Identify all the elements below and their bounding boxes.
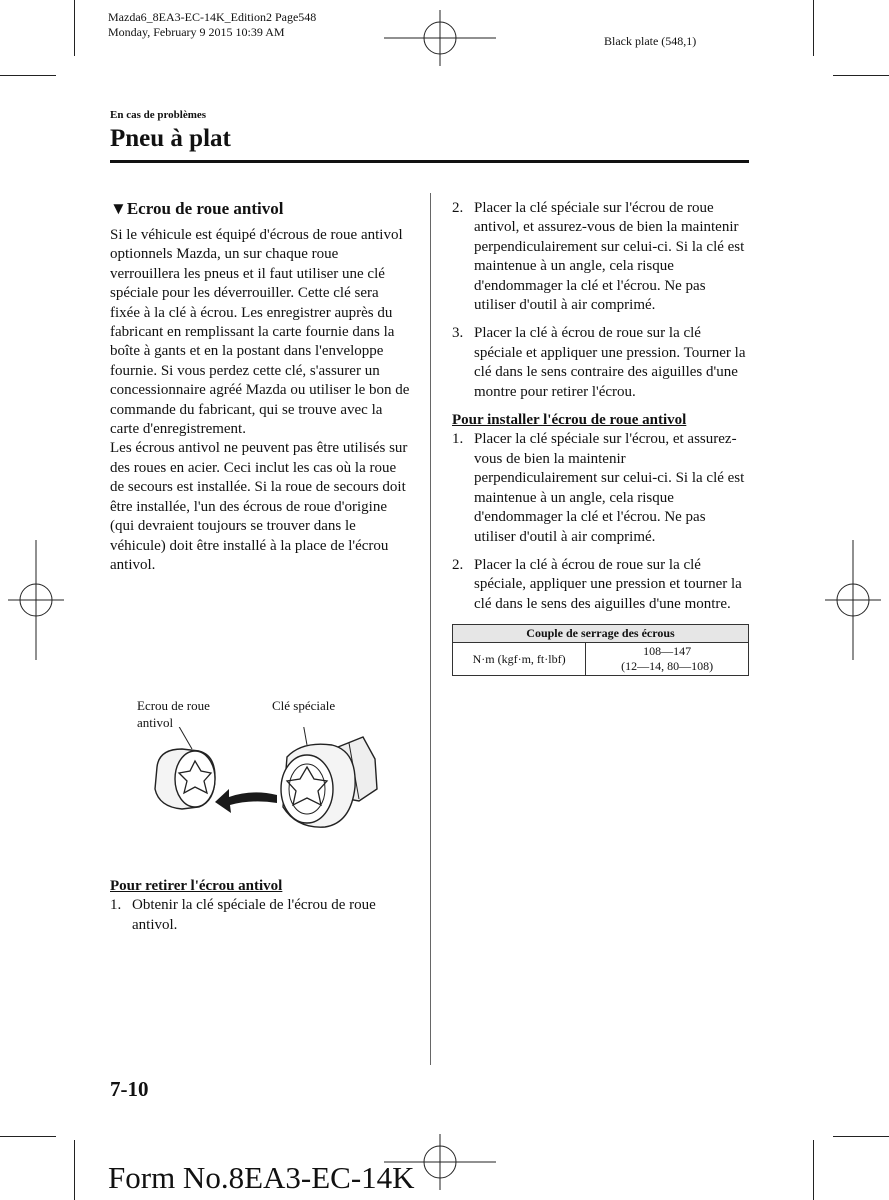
crop-mark-bottom-right-h — [833, 1136, 889, 1137]
crop-mark-top-right-h — [833, 75, 889, 76]
install-heading: Pour installer l'écrou de roue antivol — [452, 412, 687, 429]
left-column — [110, 198, 410, 575]
triangle-down-icon: ▼ — [110, 199, 127, 218]
column-divider — [430, 193, 431, 1065]
figure-label-key: Clé spéciale — [272, 698, 336, 713]
list-item: 1. Obtenir la clé spéciale de l'écrou de roue antivol. — [110, 897, 376, 933]
print-plate: Black plate (548,1) — [604, 34, 697, 48]
registration-mark-left — [8, 540, 64, 660]
crop-mark-top-left-v — [74, 0, 75, 56]
figure-lock-nut-key — [137, 697, 397, 837]
list-item: 3. Placer la clé à écrou de roue sur la clé spéciale et appliquer une pression. Tourner la clé dans le sens contraire des aiguilles d'une montre pour retirer l'écrou. — [452, 325, 746, 400]
chapter-label: En cas de problèmes — [110, 109, 207, 121]
crop-mark-top-left-h — [0, 75, 56, 76]
remove-steps-list — [110, 896, 410, 935]
print-date-line: Monday, February 9 2015 10:39 AM — [108, 25, 285, 39]
crop-mark-bottom-left-v — [74, 1140, 75, 1200]
registration-mark-top — [384, 10, 496, 66]
list-item: 2. Placer la clé spéciale sur l'écrou de roue antivol, et assurez-vous de bien la maintenir perpendiculairement sur celui-ci. Si la clé est maintenue à un angle, cela risque d'endommager la clé et l'écrou. Ne pas utiliser d'outil à air comprimé. — [452, 200, 745, 314]
torque-table — [452, 624, 749, 676]
print-file-line: Mazda6_8EA3-EC-14K_Edition2 Page548 — [108, 10, 317, 24]
remove-procedure — [110, 877, 410, 944]
remove-heading: Pour retirer l'écrou antivol — [110, 878, 283, 894]
paragraph-intro: Si le véhicule est équipé d'écrous de roue antivol optionnels Mazda, un sur chaque roue verrouillera les pneus et il faut utiliser une clé spéciale pour les déverrouiller. Cette clé sera fixée à la clé à écrou. Les enregistrer auprès du fabricant en remplissant la carte fournie dans la boîte à gants et en la postant dans l'enveloppe fournie. Si vous perdez cette clé, s'assurer un concessionnaire agréé Mazda ou utiliser le bon de commande du fabricant, qui se trouve avec la carte d'enregistrement. — [110, 227, 410, 438]
print-header — [108, 10, 316, 40]
torque-table-header: Couple de serrage des écrous — [453, 625, 749, 643]
section-heading-text: Ecrou de roue antivol — [126, 199, 284, 218]
figure-label-nut: Ecrou de roue antivol — [137, 698, 210, 730]
lock-nut-illustration — [137, 727, 397, 837]
list-item: 2. Placer la clé à écrou de roue sur la clé spéciale, appliquer une pression et tourner la clé dans le sens des aiguilles d'une montre. — [452, 556, 742, 612]
form-number: Form No.8EA3-EC-14K — [108, 1160, 415, 1195]
registration-mark-right — [825, 540, 881, 660]
page-title: Pneu à plat — [110, 125, 231, 152]
crop-mark-bottom-right-v — [813, 1140, 814, 1200]
section-heading — [110, 198, 410, 220]
install-steps-list — [452, 430, 749, 614]
torque-unit-cell: N·m (kgf·m, ft·lbf) — [453, 643, 586, 676]
list-item: 1. Placer la clé spéciale sur l'écrou, et assurez-vous de bien la maintenir perpendiculairement sur celui-ci. Si la clé est maintenue à un angle, cela risque d'endommager la clé et l'écrou. Ne pas utiliser d'outil à air comprimé. — [452, 431, 745, 545]
right-column — [452, 199, 749, 676]
torque-value-cell: 108—147 (12—14, 80—108) — [586, 643, 749, 676]
paragraph-steel-wheels: Les écrous antivol ne peuvent pas être utilisés sur des roues en acier. Ceci inclut les cas où la roue de secours est installée. Si la roue de secours doit être installée, l'un des écrous de roue d'origine (qui devraient toujours se trouver dans le véhicule) doit être installé à la place de l'écrou antivol. — [110, 440, 408, 573]
page-number: 7-10 — [110, 1077, 149, 1101]
crop-mark-bottom-left-h — [0, 1136, 56, 1137]
title-rule — [110, 160, 749, 163]
remove-steps-continued — [452, 199, 749, 402]
crop-mark-top-right-v — [813, 0, 814, 56]
